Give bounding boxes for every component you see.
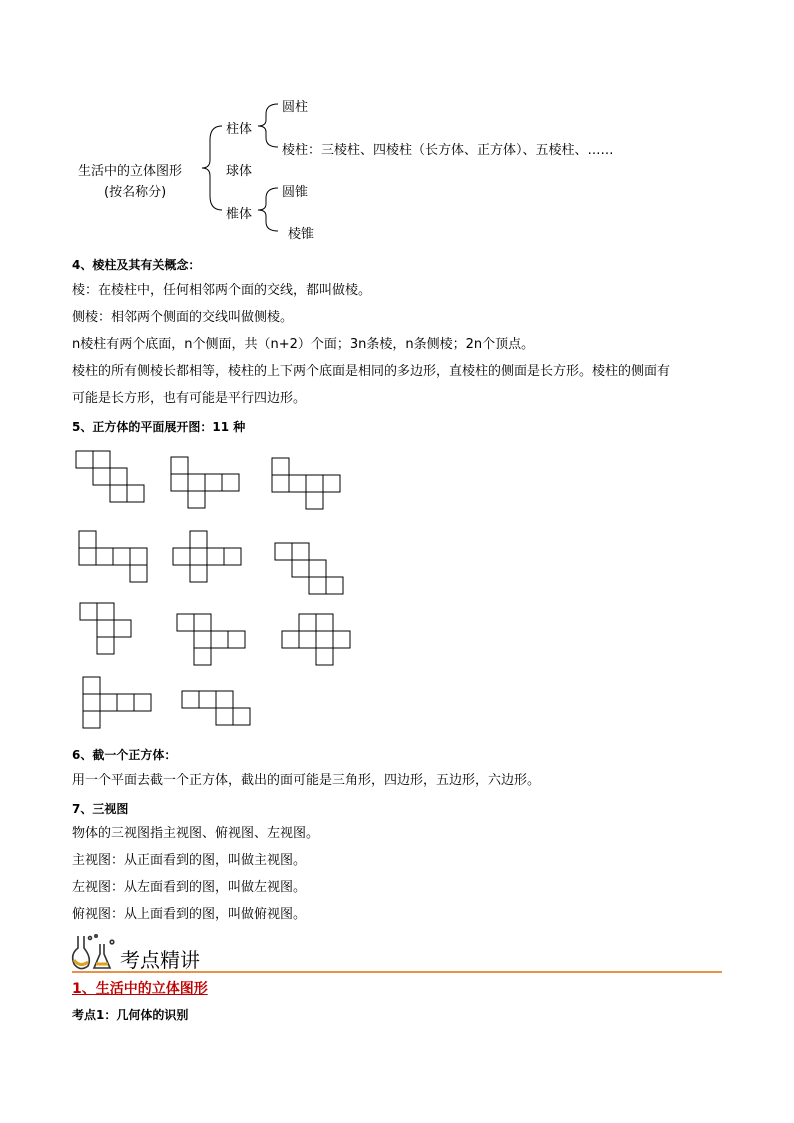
tree-node-zhuiti: 椎体 <box>226 207 253 222</box>
section4-line: 侧棱：相邻两个侧面的交线叫做侧棱。 <box>72 310 294 325</box>
tree-root-label: 生活中的立体图形 <box>78 164 183 179</box>
subsection-title: 1、生活中的立体图形 <box>72 981 208 997</box>
section6-line: 用一个平面去截一个正方体，截出的面可能是三角形，四边形，五边形，六边形。 <box>72 773 541 788</box>
section5-heading: 5、正方体的平面展开图：11 种 <box>72 420 246 434</box>
banner-title: 考点精讲 <box>120 948 200 972</box>
kaodian-heading: 考点1：几何体的识别 <box>72 1008 189 1022</box>
tree-root-sublabel: (按名称分) <box>104 185 167 200</box>
section4-line: 棱柱的所有侧棱长都相等，棱柱的上下两个底面是相同的多边形，直棱柱的侧面是长方形。棱柱的侧面有 <box>72 364 671 379</box>
tree-leaf-yuanzhu: 圆柱 <box>282 100 309 115</box>
tree-leaf-yuanzhui: 圆锥 <box>282 185 309 200</box>
section7-line: 物体的三视图指主视图、俯视图、左视图。 <box>72 826 320 841</box>
section7-heading: 7、三视图 <box>72 802 129 816</box>
section4-line: 棱：在棱柱中，任何相邻两个面的交线，都叫做棱。 <box>72 283 372 298</box>
section4-line: 可能是长方形，也有可能是平行四边形。 <box>72 391 307 406</box>
tree-leaf-lengzhui: 棱锥 <box>288 227 315 242</box>
section7-line: 俯视图：从上面看到的图，叫做俯视图。 <box>72 907 307 922</box>
section7-line: 左视图：从左面看到的图，叫做左视图。 <box>72 880 307 895</box>
tree-node-zhuti: 柱体 <box>226 122 253 137</box>
section6-heading: 6、截一个正方体： <box>72 748 177 762</box>
tree-leaf-lengzhu: 棱柱：三棱柱、四棱柱（长方体、正方体）、五棱柱、…… <box>282 143 614 158</box>
section7-line: 主视图：从正面看到的图，叫做主视图。 <box>72 853 307 868</box>
tree-node-qiuti: 球体 <box>226 164 253 179</box>
section4-heading: 4、棱柱及其有关概念： <box>72 258 201 272</box>
section4-line: n棱柱有两个底面，n个侧面，共（n+2）个面；3n条棱，n条侧棱；2n个顶点。 <box>72 337 535 352</box>
